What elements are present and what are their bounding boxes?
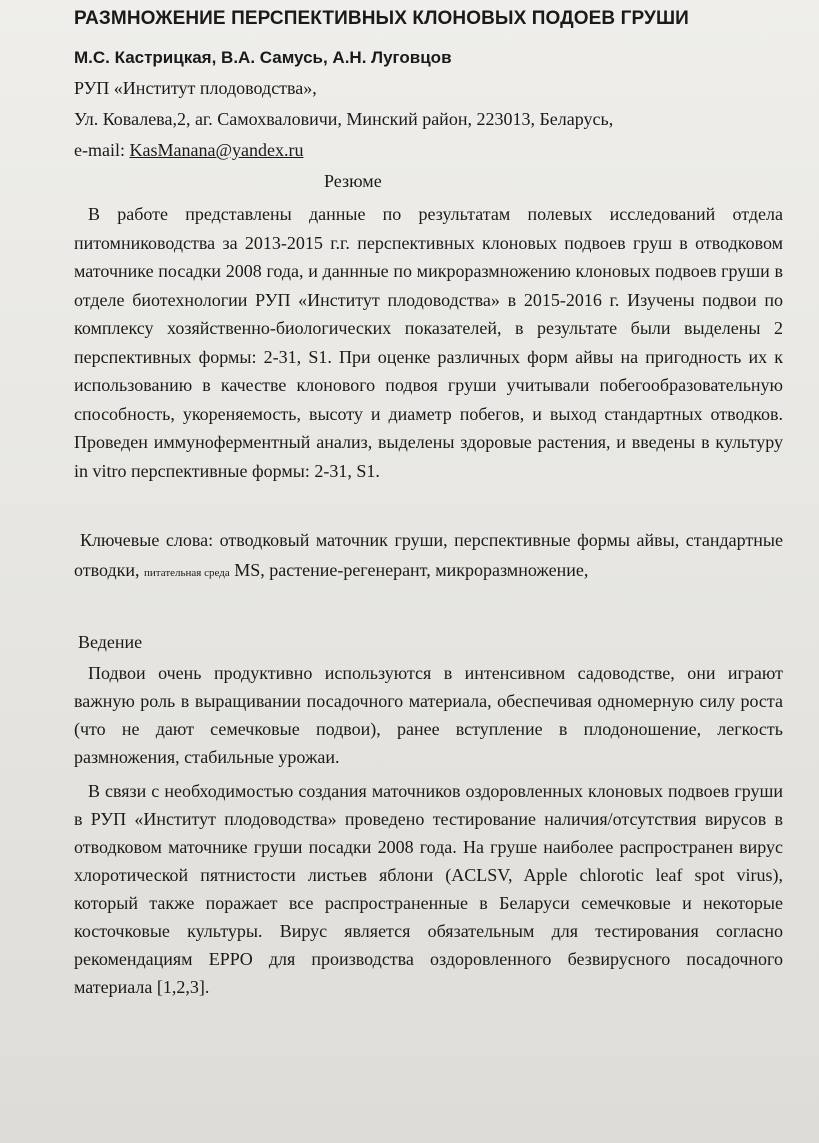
authors: М.С. Кастрицкая, В.А. Самусь, А.Н. Луговцов [74,48,452,67]
intro-heading: Ведение [78,632,143,652]
keywords-part1: Ключевые слова: отводковый маточник груши, перспективные формы айвы, стандартные отводки, [74,530,783,580]
email-link[interactable]: KasManana@yandex.ru [129,140,304,160]
intro-paragraph-2: В связи с необходимостью создания маточников оздоровленных клоновых подвоев груши в РУП «Институт плодоводства» проведено тестирование наличия/отсутствия вирусов в отводковом маточнике груши посадки 2008 года. На груше наиболее распространен вирус хлоротической пятнистости листьев яблони (ACLSV, Apple chlorotic leaf spot virus), который также поражает все распространенные в Беларуси семечковые и некоторые косточковые культуры. Вирус является обязательным для тестирования согласно рекомендациям EPPO для производства оздоровленного безвирусного посадочного материала [1,2,3]. [74,781,783,997]
abstract-text: В работе представлены данные по результатам полевых исследований отдела питомниководства за 2013-2015 г.г. перспективных клоновых подвоев груш в отводковом маточнике посадки 2008 года, и даннные по микроразмножению клоновых подвоев груши в отделе биотехнологии РУП «Институт плодоводства» в 2015-2016 г. Изучены подвои по комплексу хозяйственно-биологических показателей, в результате были выделены 2 перспективных формы: 2-31, S1. При оценке различных форм айвы на пригодность их к использованию в качестве клонового подвоя груши учитывали побегообразовательную способность, укореняемость, высоту и диаметр побегов, и выход стандартных отводков. Проведен иммуноферментный анализ, выделены здоровые растения, и введены в культуру in vitro перспективные формы: 2-31, S1. [74,204,783,481]
paper-title: РАЗМНОЖЕНИЕ ПЕРСПЕКТИВНЫХ КЛОНОВЫХ ПОДОЕВ ГРУШИ [74,8,689,29]
address: Ул. Ковалева,2, аг. Самохваловичи, Минский район, 223013, Беларусь, [74,109,614,129]
email-label: e-mail: [74,140,130,160]
email-line [74,140,783,161]
keywords [74,525,783,588]
institution: РУП «Институт плодоводства», [74,78,317,98]
intro-paragraph-1: Подвои очень продуктивно используются в интенсивном садоводстве, они играют важную роль в выращивании посадочного материала, обеспечивая одномерную силу роста (что не дают семечковые подвои), ранее вступление в плодоношение, легкость размножения, стабильные урожаи. [74,663,783,767]
abstract-heading: Резюме [324,171,382,191]
keywords-part2: MS, растение-регенерант, микроразмножение, [229,560,589,580]
keywords-small-text: питательная среда [144,567,230,579]
